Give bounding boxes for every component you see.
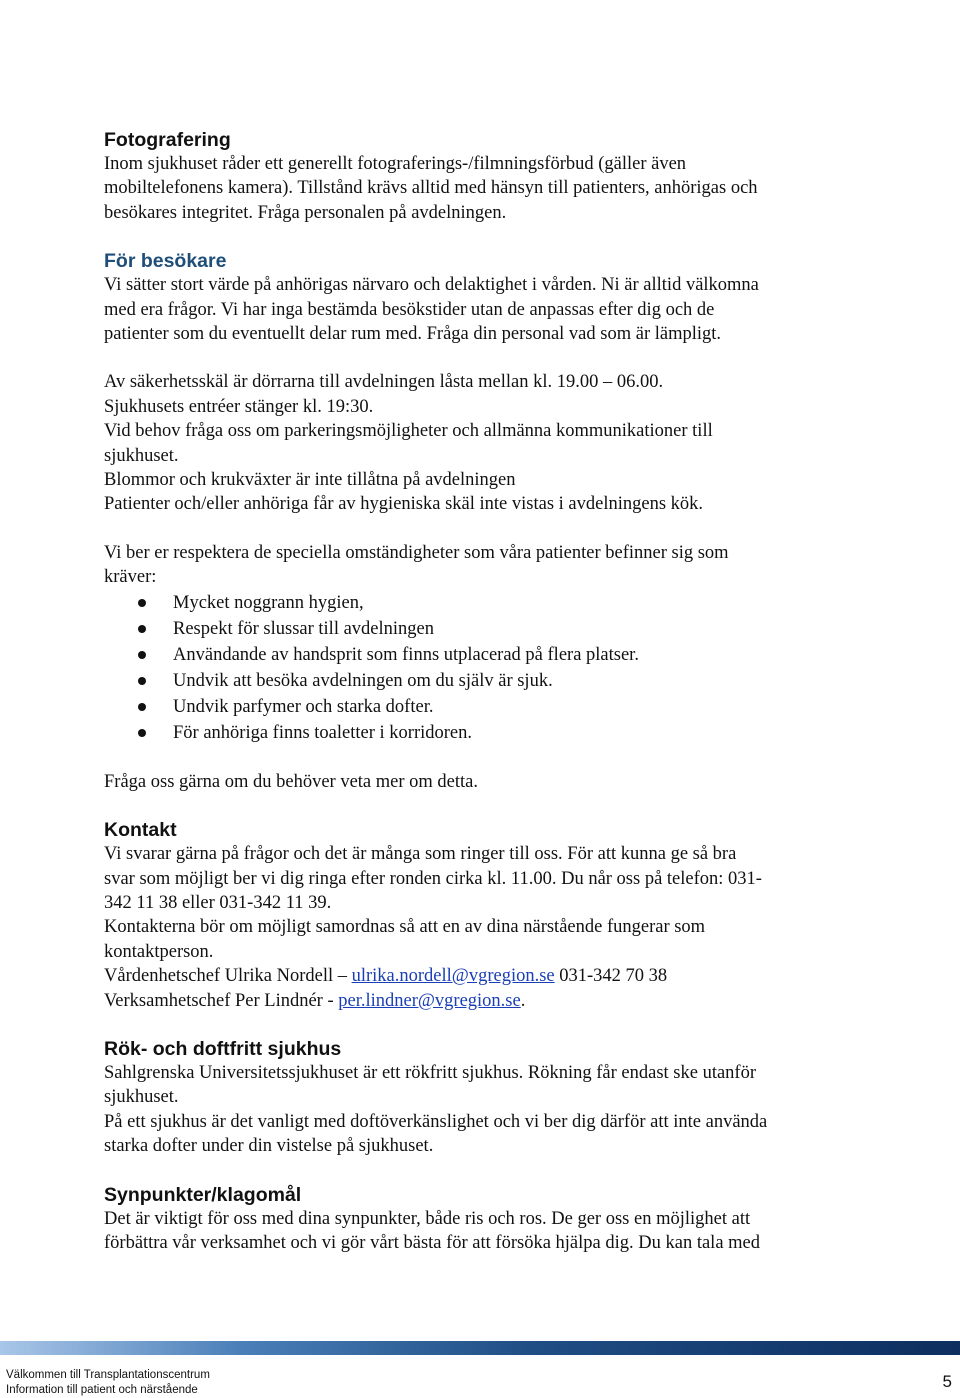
contact-line-chef2: Verksamhetschef Per Lindnér - per.lindner@vgregion.se. (104, 990, 526, 1011)
bullet-icon (138, 703, 146, 711)
footer-line-1: Välkommen till Transplantationscentrum (6, 1369, 210, 1381)
text-line: Av säkerhetsskäl är dörrarna till avdelningen låsta mellan kl. 19.00 – 06.00. (104, 372, 664, 393)
text-line: Inom sjukhuset råder ett generellt fotograferings-/filmningsförbud (gäller även (104, 154, 687, 174)
list-item: Undvik att besöka avdelningen om du själv är sjuk. (104, 668, 874, 694)
text-line: Vi sätter stort värde på anhörigas närvaro och delaktighet i vården. Ni är alltid välkomna (104, 275, 759, 296)
text-line: Sahlgrenska Universitetssjukhuset är ett rökfritt sjukhus. Rökning får endast ske utanför (104, 1062, 756, 1083)
document-body (104, 128, 874, 1255)
text-line: förbättra vår verksamhet och vi gör vårt bästa för att försöka hjälpa dig. Du kan tala med (104, 1232, 761, 1253)
text-line: Kontakterna bör om möjligt samordnas så att en av dina närstående fungerar som (104, 917, 706, 938)
text-line: Blommor och krukväxter är inte tillåtna på avdelningen (104, 470, 516, 491)
bullet-icon (138, 625, 146, 633)
heading-rok-doftfritt: Rök- och doftfritt sjukhus (104, 1037, 342, 1060)
bullet-list (104, 590, 874, 746)
heading-synpunkter: Synpunkter/klagomål (104, 1183, 302, 1206)
text-line: Fråga oss gärna om du behöver veta mer om detta. (104, 771, 478, 792)
text-line: Vid behov fråga oss om parkeringsmöjligheter och allmänna kommunikationer till (104, 421, 713, 442)
heading-fotografering: Fotografering (104, 129, 231, 151)
list-item: Respekt för slussar till avdelningen (104, 616, 874, 642)
text-line: sjukhuset. (104, 1087, 179, 1108)
list-item: Användande av handsprit som finns utplacerad på flera platser. (104, 642, 874, 668)
contact-line-chef1: Vårdenhetschef Ulrika Nordell – ulrika.nordell@vgregion.se 031-342 70 38 (104, 966, 668, 987)
text-line: besökares integritet. Fråga personalen på avdelningen. (104, 202, 507, 223)
text-line: På ett sjukhus är det vanligt med doftöverkänslighet och vi ber dig därför att inte använda (104, 1111, 768, 1132)
bullet-icon (138, 599, 146, 607)
text-line: sjukhuset. (104, 445, 179, 466)
page-number: 5 (942, 1372, 952, 1391)
bullet-icon (138, 651, 146, 659)
footer-line-2: Information till patient och närstående (6, 1384, 198, 1396)
email-link-ulrika[interactable]: ulrika.nordell@vgregion.se (351, 966, 555, 987)
text-line: svar som möjligt ber vi dig ringa efter ronden cirka kl. 11.00. Du når oss på telefon: 031- (104, 868, 762, 889)
bullet-icon (138, 677, 146, 685)
list-item: För anhöriga finns toaletter i korridoren. (104, 720, 874, 746)
list-item: Mycket noggrann hygien, (104, 590, 874, 616)
bullet-icon (138, 729, 146, 737)
text-line: Vi ber er respektera de speciella omständigheter som våra patienter befinner sig som (104, 542, 729, 563)
text-line: Vi svarar gärna på frågor och det är många som ringer till oss. För att kunna ge så bra (104, 844, 737, 865)
footer-text (6, 1368, 210, 1398)
text-line: Det är viktigt för oss med dina synpunkter, både ris och ros. De ger oss en möjlighet att (104, 1208, 751, 1229)
list-item: Undvik parfymer och starka dofter. (104, 694, 874, 720)
heading-kontakt: Kontakt (104, 819, 177, 842)
footer-gradient-bar (0, 1341, 960, 1355)
text-line: Patienter och/eller anhöriga får av hygieniska skäl inte vistas i avdelningens kök. (104, 494, 704, 515)
text-line: starka dofter under din vistelse på sjukhuset. (104, 1136, 434, 1157)
email-link-per[interactable]: per.lindner@vgregion.se (338, 990, 521, 1011)
text-line: kräver: (104, 567, 157, 588)
text-line: med era frågor. Vi har inga bestämda besökstider utan de anpassas efter dig och de (104, 299, 715, 320)
text-line: kontaktperson. (104, 941, 214, 962)
text-line: 342 11 38 eller 031-342 11 39. (104, 892, 332, 913)
text-line: Sjukhusets entréer stänger kl. 19:30. (104, 396, 374, 417)
text-line: mobiltelefonens kamera). Tillstånd krävs alltid med hänsyn till patienters, anhörigas och (104, 178, 758, 199)
heading-for-besokare: För besökare (104, 250, 227, 273)
text-line: patienter som du eventuellt delar rum med. Fråga din personal vad som är lämpligt. (104, 324, 722, 345)
